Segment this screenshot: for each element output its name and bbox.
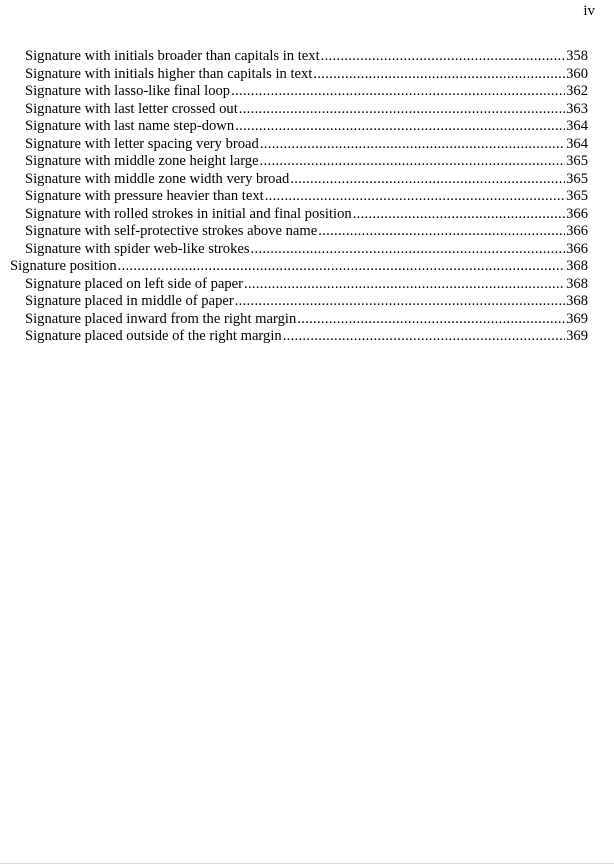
toc-entry-page-number: 368: [566, 258, 588, 274]
toc-entry-page-number: 364: [566, 135, 588, 152]
toc-entry[interactable]: [0, 293, 588, 311]
toc-entry[interactable]: [0, 136, 588, 154]
toc-dot-leader: [251, 241, 566, 259]
toc-dot-leader: [235, 118, 565, 136]
toc-entry[interactable]: [0, 48, 588, 66]
toc-dot-leader: [260, 153, 566, 171]
toc-dot-leader: [265, 188, 565, 206]
toc-entry[interactable]: [0, 118, 588, 136]
toc-dot-leader: [318, 223, 565, 241]
toc-dot-leader: [235, 293, 565, 311]
toc-entry[interactable]: [0, 66, 588, 84]
toc-entry-title: Signature with initials broader than capitals in text: [25, 48, 320, 64]
toc-entry-title: Signature placed outside of the right margin: [25, 328, 282, 344]
toc-entry-page-number: 366: [566, 240, 588, 257]
toc-entry-title: Signature with last letter crossed out: [25, 100, 238, 117]
toc-entry[interactable]: [0, 171, 588, 189]
table-of-contents: [0, 48, 588, 346]
toc-entry[interactable]: [0, 83, 588, 101]
toc-entry-title: Signature with last name step-down: [25, 118, 235, 134]
toc-entry-title: Signature with middle zone height large: [25, 153, 259, 169]
toc-entry[interactable]: [0, 153, 588, 171]
toc-entry-title: Signature with middle zone width very broad: [25, 170, 290, 187]
page-number: iv: [583, 3, 595, 19]
toc-entry-title: Signature placed in middle of paper: [25, 293, 234, 309]
toc-entry[interactable]: [0, 328, 588, 346]
toc-dot-leader: [290, 171, 565, 189]
toc-entry-page-number: 362: [566, 83, 588, 99]
toc-dot-leader: [118, 258, 565, 276]
toc-entry-page-number: 365: [566, 153, 588, 169]
toc-entry-page-number: 368: [566, 275, 588, 292]
toc-entry[interactable]: [0, 241, 588, 259]
toc-entry-title: Signature with letter spacing very broad: [25, 135, 259, 152]
toc-entry[interactable]: [0, 101, 588, 119]
toc-dot-leader: [321, 48, 565, 66]
toc-entry-page-number: 366: [566, 223, 588, 239]
toc-entry-title: Signature with spider web-like strokes: [25, 240, 250, 257]
toc-entry-page-number: 369: [566, 328, 588, 344]
toc-entry-title: Signature placed inward from the right margin: [25, 310, 297, 327]
toc-entry[interactable]: [0, 223, 588, 241]
toc-section-entry[interactable]: [0, 258, 588, 276]
toc-entry-page-number: 368: [566, 293, 588, 309]
toc-entry-page-number: 366: [566, 205, 588, 222]
toc-dot-leader: [283, 328, 565, 346]
toc-entry[interactable]: [0, 276, 588, 294]
toc-dot-leader: [239, 101, 565, 119]
toc-entry-title: Signature with pressure heavier than text: [25, 188, 264, 204]
toc-entry-page-number: 369: [566, 310, 588, 327]
toc-dot-leader: [297, 311, 565, 329]
toc-entry-title: Signature with initials higher than capitals in text: [25, 65, 313, 82]
toc-entry-page-number: 365: [566, 170, 588, 187]
toc-entry-page-number: 363: [566, 100, 588, 117]
toc-entry-page-number: 365: [566, 188, 588, 204]
toc-dot-leader: [260, 136, 565, 154]
toc-entry-page-number: 364: [566, 118, 588, 134]
toc-entry-title: Signature with self-protective strokes above name: [25, 223, 318, 239]
toc-dot-leader: [313, 66, 565, 84]
toc-entry-title: Signature placed on left side of paper: [25, 275, 244, 292]
toc-dot-leader: [231, 83, 565, 101]
toc-entry[interactable]: [0, 311, 588, 329]
page-bottom-border: [0, 863, 614, 864]
toc-dot-leader: [244, 276, 565, 294]
toc-entry-page-number: 360: [566, 65, 588, 82]
toc-entry-title: Signature position: [10, 258, 117, 274]
toc-entry-page-number: 358: [566, 48, 588, 64]
toc-entry-title: Signature with lasso-like final loop: [25, 83, 231, 99]
toc-dot-leader: [353, 206, 565, 224]
toc-entry[interactable]: [0, 206, 588, 224]
toc-entry[interactable]: [0, 188, 588, 206]
toc-entry-title: Signature with rolled strokes in initial and final position: [25, 205, 352, 222]
